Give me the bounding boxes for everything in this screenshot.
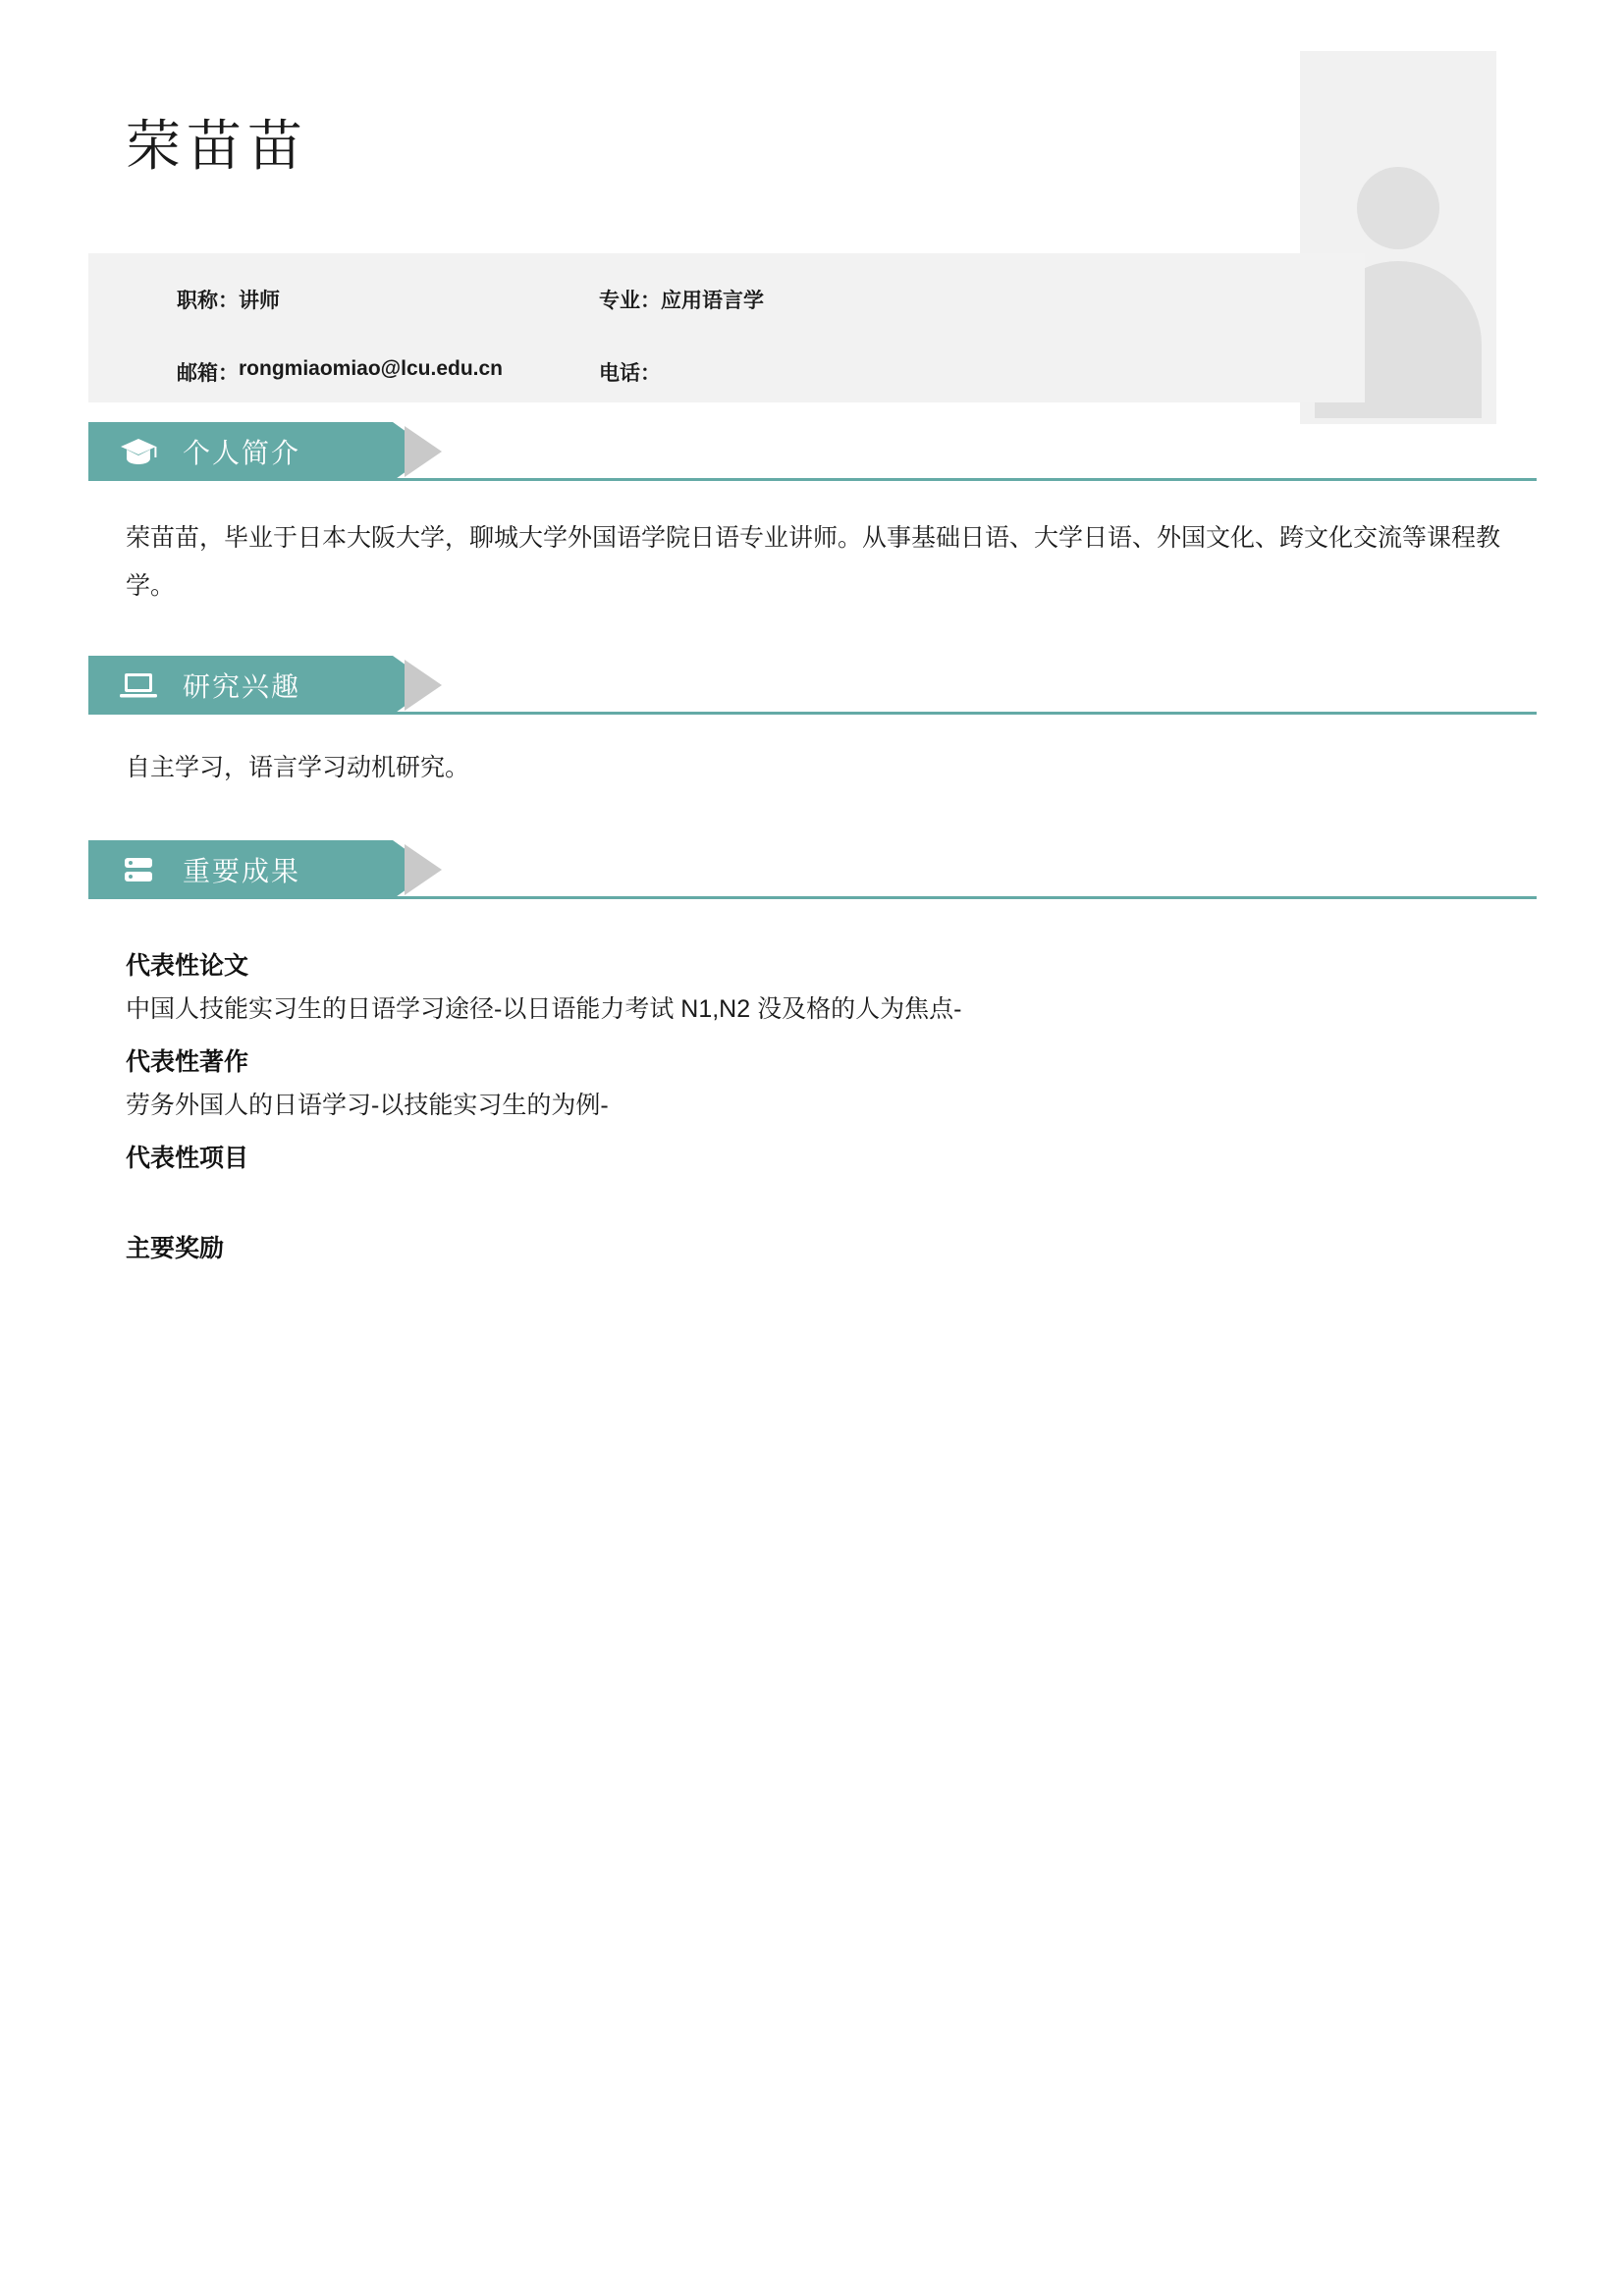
achievement-heading-projects: 代表性项目 <box>126 1144 249 1172</box>
section-intro-text: 荣苗苗，毕业于日本大阪大学，聊城大学外国语学院日语专业讲师。从事基础日语、大学日语、外国文化、跨文化交流等课程教学。 <box>126 524 1501 600</box>
section-research <box>0 656 1624 787</box>
info-value: 讲师 <box>239 290 280 312</box>
section-title: 研究兴趣 <box>183 670 301 702</box>
info-field-phone <box>599 357 661 387</box>
section-tab <box>88 422 393 481</box>
section-arrow-decoration-icon <box>405 660 442 711</box>
info-label: 电话： <box>599 362 661 385</box>
section-tab <box>88 840 393 899</box>
section-arrow-decoration-icon <box>405 426 442 477</box>
achievement-text-books: 劳务外国人的日语学习-以技能实习生的为例- <box>126 1091 609 1119</box>
achievement-text-projects <box>126 1182 1506 1215</box>
info-field-title <box>177 285 280 314</box>
section-arrow-decoration-icon <box>405 844 442 895</box>
achievement-text-awards <box>126 1272 1506 1306</box>
info-field-major <box>599 285 764 314</box>
silhouette-head <box>1357 167 1439 249</box>
info-field-email <box>177 357 503 387</box>
info-value: rongmiaomiao@lcu.edu.cn <box>239 357 504 380</box>
achievement-heading-books: 代表性著作 <box>126 1047 249 1076</box>
section-header <box>88 840 1537 899</box>
section-rule <box>88 478 1537 481</box>
section-intro <box>0 422 1624 611</box>
graduation-cap-icon <box>116 429 161 474</box>
info-label: 职称： <box>177 290 239 312</box>
server-stack-icon <box>116 847 161 892</box>
achievement-heading-papers: 代表性论文 <box>126 951 249 980</box>
info-label: 邮箱： <box>177 362 239 385</box>
section-achievements <box>0 840 1624 1306</box>
page-title: 荣苗苗 <box>126 115 308 177</box>
achievement-heading-awards: 主要奖励 <box>126 1234 225 1262</box>
section-tab <box>88 656 393 715</box>
info-value: 应用语言学 <box>661 290 764 312</box>
achievement-text-papers: 中国人技能实习生的日语学习途径-以日语能力考试 N1,N2 没及格的人为焦点- <box>126 994 962 1023</box>
section-title: 个人简介 <box>183 438 301 468</box>
achievements-list <box>126 899 1506 1306</box>
section-title: 重要成果 <box>183 855 301 886</box>
laptop-icon <box>116 663 161 708</box>
info-label: 专业： <box>599 290 661 312</box>
section-header <box>88 422 1537 481</box>
section-research-text: 自主学习，语言学习动机研究。 <box>126 753 470 781</box>
section-rule <box>88 896 1537 899</box>
section-header <box>88 656 1537 715</box>
profile-header <box>0 0 1624 422</box>
section-rule <box>88 712 1537 715</box>
profile-info-band <box>88 253 1365 402</box>
